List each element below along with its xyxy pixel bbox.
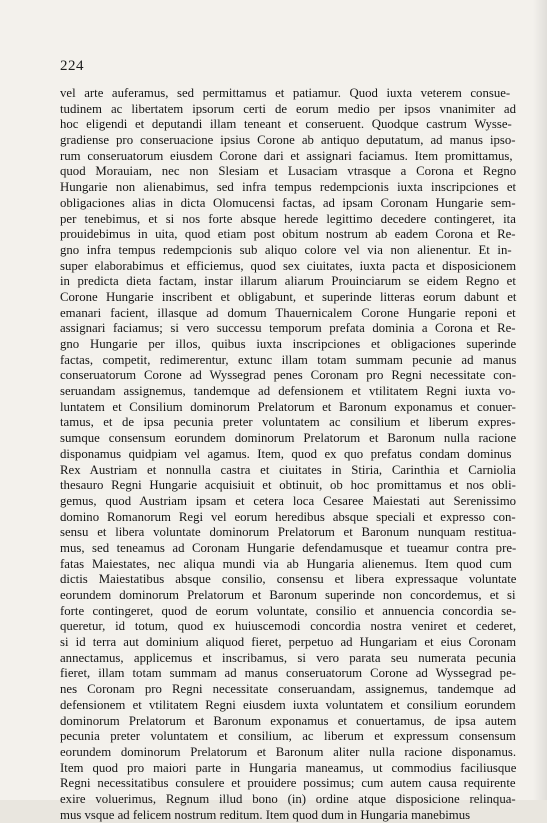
text-line: eorundem dominorum Prelatorum et Baronum aliter nulla racione disponamus. [60, 744, 517, 759]
text-line: prouidebimus in uita, quod etiam post obitum nostrum ab eadem Corona et Re- [60, 227, 516, 242]
text-line: hoc eligendi et deputandi illam teneant et conseruent. Quodque castrum Wysse- [60, 117, 512, 132]
text-line: fatas Maiestates, nec aliqua mundi via ab Hungaria alienemus. Item quod cum [60, 556, 512, 571]
text-line: queretur, id totum, quod ex huiuscemodi concordia nostra veniret et cederet, [60, 619, 517, 634]
text-line: dictis Maiestatibus absque consilio, consensu et libera expressaque voluntate [60, 572, 517, 587]
text-line: forte contingeret, quod de eorum voluntate, consilio et annuencia concordia se- [60, 603, 517, 618]
text-line: domino Romanorum Regi vel eorum heredibus absque speciali et expresso con- [60, 509, 516, 524]
text-line: gno infra tempus redempcionis sub aliquo colore vel via non alienentur. Et in- [60, 242, 512, 257]
text-line: thesauro Regni Hungarie acquisiuit et obtinuit, ob hoc promittamus et nos obli- [60, 478, 516, 493]
text-line: tudinem ac libertatem ipsorum certi de eorum medio per ipsos vnanimiter ad [60, 101, 516, 116]
text-line: mus, sed teneamus ad Coronam Hungarie defendamusque et tueamur contra pre- [60, 540, 517, 555]
body-text [60, 86, 516, 823]
page-edge-shadow [533, 0, 547, 800]
text-line: annectamus, applicemus et inscribamus, si vero parata seu numerata pecunia [60, 650, 516, 665]
text-line: assignari faciamus; si vero successu temporum prefata dominia a Corona et Re- [60, 321, 516, 336]
text-line: Rex Austriam et nonnulla castra et ciuitates in Stiria, Carinthia et Carniolia [60, 462, 516, 477]
text-line: sensu et libera voluntate dominorum Prelatorum et Baronum nunquam restitua- [60, 525, 517, 540]
text-line: conseruatorum Corone ad Wyssegrad penes Coronam pro Regni necessitate con- [60, 368, 517, 383]
text-line: tamus, et de ipsa pecunia preter voluntatem ac consilium et liberum expres- [60, 415, 516, 430]
text-line: in predicta dieta factam, instar illarum aliarum Prouinciarum se eidem Regno et [60, 274, 516, 289]
text-line: seruandam assignemus, tandemque ad defensionem et vtilitatem Regni iuxta vo- [60, 384, 516, 399]
text-line: per tenebimus, et si nos forte absque herede legittimo decedere contingeret, ita [60, 211, 516, 226]
text-line: obligaciones alias in dicta Olomucensi factas, ad ipsam Coronam Hungarie sem- [60, 195, 516, 210]
text-line: Corone Hungarie inscribent et obligabunt, et superinde litteras eorum dabunt et [60, 289, 517, 304]
text-line: gradiense pro conseruacione ipsius Corone ab antiquo deputatum, ad manus ipso- [60, 133, 516, 148]
text-line: nes Coronam pro Regni necessitate conseruandam, assignemus, tandemque ad [60, 682, 516, 697]
page-number: 224 [60, 58, 84, 74]
text-line: emanari facient, illasque ad domum Thauernicalem Corone Hungarie reponi et [60, 305, 516, 320]
text-line: dominorum Prelatorum et Baronum exponamus et conuertamus, de ipsa autem [60, 713, 517, 728]
text-line: factas, competit, redimerentur, extunc illam totam summam pecunie ad manus [60, 352, 517, 367]
text-line: gemus, quod Austriam ipsam et cetera loca Cesaree Maiestati aut Serenissimo [60, 493, 517, 508]
text-line: vel arte auferamus, sed permittamus et patiamur. Quod iuxta veterem consue- [60, 86, 511, 100]
text-line: rum conseruatorum eiusdem Corone dari et assignari faciamus. Item promittamus, [60, 148, 513, 163]
text-line: gno Hungarie per illos, quibus iuxta inscripciones et obligaciones superinde [60, 337, 517, 351]
text-line: mus vsque ad felicem nostrum reditum. Item quod dum in Hungaria manebimus [60, 807, 471, 822]
text-line: si id terra aut dominium aliquod fieret, perpetuo ad Hungariam et eius Coronam [60, 635, 517, 650]
text-line: fieret, illam totam summam ad manus conseruatorum Corone ad Wyssegrad pe- [60, 666, 517, 681]
text-line: luntatem et Consilium dominorum Prelatorum et Baronum exponamus et conuer- [60, 399, 516, 414]
text-line: super elaborabimus et efficiemus, quod sex ciuitates, iuxta pacta et disposicionem [60, 258, 517, 273]
text-line: defensionem et vtilitatem Regni eiusdem iuxta voluntatem et consilium eorundem [60, 697, 516, 712]
text-line: Item quod pro maiori parte in Hungaria maneamus, ut commodius faciliusque [60, 760, 517, 775]
text-line: Hungarie non alienabimus, sed infra tempus redempcionis iuxta inscripciones et [60, 180, 517, 195]
text-line: eorundem dominorum Prelatorum et Baronum superinde non concordemus, et si [60, 588, 516, 602]
text-line: disponamus quidpiam vel agamus. Item, quod ex quo prefatus condam dominus [60, 446, 512, 461]
text-line: sumque consensum eorundem dominorum Prelatorum et Baronum nulla racione [60, 431, 517, 446]
text-line: exire voluerimus, Regnum illud bono (in) ordine atque disposicione relinqua- [60, 791, 516, 806]
text-line: Regni necessitatibus consulere et prouidere possimus; cum autem causa requirente [60, 776, 516, 791]
text-line: quod Morauiam, nec non Slesiam et Lusaciam vtrasque a Corona et Regno [60, 164, 517, 179]
text-line: pecunia preter voluntatem et consilium, ac liberum et expressum consensum [60, 729, 516, 744]
